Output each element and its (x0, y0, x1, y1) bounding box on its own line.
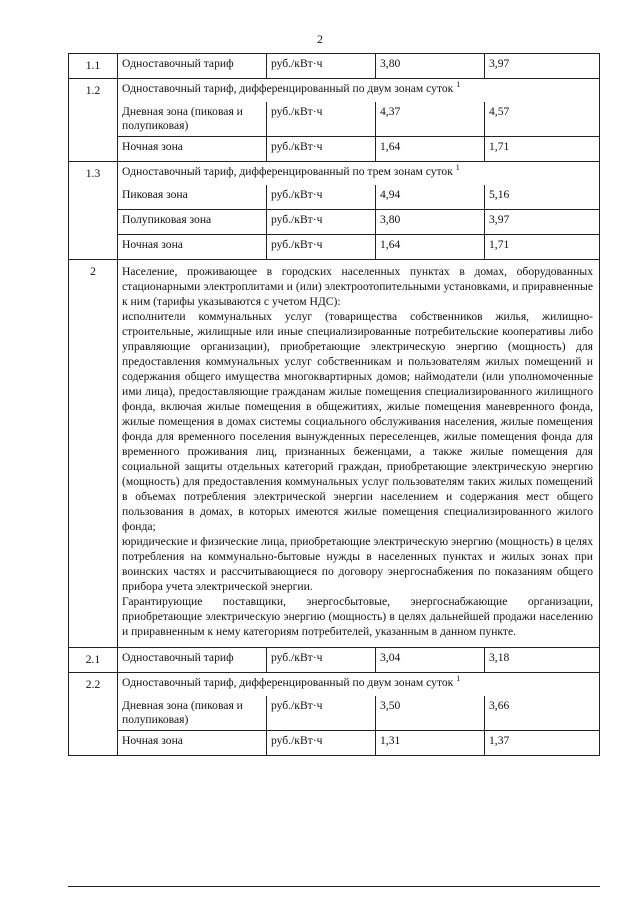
category-paragraph: исполнители коммунальных услуг (товарищества собственников жилья, жилищно-строительные, жилищные или иные специализированные потребительские кооперативы либо управляющие организации), приобретающие электрическую энергию (мощность) для предоставления коммунальных услуг собственникам и пользователям жилых помещений и содержания общего имущества многоквартирных домов; наймодатели (или уполномоченные ими лица), предоставляющие гражданам жилые помещения специализированного жилищного фонда, включая жилые помещения в общежитиях, жилые помещения маневренного фонда, жилые помещения в домах системы социального обслуживания населения, жилые помещения фонда для временного поселения вынужденных переселенцев, жилые помещения фонда для временного проживания лиц, признанных беженцами, а также жилые помещения для социальной защиты отдельных категорий граждан, приобретающие электрическую энергию (мощность) для предоставления коммунальных услуг пользователям таких жилых помещений в объемах потребления электрической энергии населением и содержания мест общего пользования в домах, в которых имеются жилые помещения специализированного жилого фонда; (122, 310, 593, 533)
zone-value-1: 4,37 (376, 102, 485, 137)
zone-unit: руб./кВт·ч (267, 235, 376, 260)
zone-value-2: 1,71 (485, 137, 600, 162)
zone-value-1: 1,64 (376, 235, 485, 260)
bottom-rule (68, 886, 600, 887)
zone-value-1: 3,50 (376, 696, 485, 731)
zone-value-1: 1,31 (376, 731, 485, 756)
zone-value-1: 1,64 (376, 137, 485, 162)
category-paragraph: Гарантирующие поставщики, энергосбытовые, энергоснабжающие организации, приобретающие электрическую энергию (мощность) в целях дальнейшей продажи населению и приравненным к нему категориям потребителей, указанным в данном пункте. (122, 595, 593, 638)
category-description (118, 260, 600, 648)
zone-name: Ночная зона (118, 137, 267, 162)
tariff-value-2: 3,18 (485, 648, 600, 672)
zone-unit: руб./кВт·ч (267, 185, 376, 210)
zone-unit: руб./кВт·ч (267, 731, 376, 756)
zone-unit: руб./кВт·ч (267, 137, 376, 162)
zone-unit: руб./кВт·ч (267, 696, 376, 731)
tariff-unit: руб./кВт·ч (267, 648, 376, 672)
zone-unit: руб./кВт·ч (267, 102, 376, 137)
zone-name: Ночная зона (118, 235, 267, 260)
zone-value-2: 5,16 (485, 185, 600, 210)
category-paragraph: юридические и физические лица, приобретающие электрическую энергию (мощность) в целях потребления на коммунально-бытовые нужды в населенных пунктах и жилых зонах при воинских частях и рассчитывающиеся по договору энергоснабжения по показаниям общего прибора учета электрической энергии. (122, 535, 593, 593)
zone-value-2: 4,57 (485, 102, 600, 137)
table-row (69, 673, 600, 756)
tariff-value-1: 3,80 (376, 54, 485, 78)
tariff-value-2: 3,97 (485, 54, 600, 78)
tariff-table (68, 53, 600, 756)
table-row (69, 54, 600, 79)
row-number: 1.2 (69, 79, 118, 162)
zone-name: Дневная зона (пиковая и полупиковая) (118, 102, 267, 137)
tariff-name: Одноставочный тариф (118, 648, 267, 672)
zone-value-1: 3,80 (376, 210, 485, 235)
zone-value-2: 1,71 (485, 235, 600, 260)
tariff-unit: руб./кВт·ч (267, 54, 376, 78)
tariff-name: Одноставочный тариф (118, 54, 267, 78)
page-number: 2 (317, 32, 323, 46)
tariff-value-1: 3,04 (376, 648, 485, 672)
table-row (69, 162, 600, 260)
footnote-mark: 1 (455, 163, 460, 173)
section-title: Одноставочный тариф, дифференцированный по двум зонам суток $^1$ (122, 674, 461, 689)
footnote-mark: 1 (456, 80, 461, 90)
zone-value-2: 3,97 (485, 210, 600, 235)
table-row (69, 648, 600, 673)
section-title: Одноставочный тариф, дифференцированный по двум зонам суток $^1$ (122, 80, 461, 95)
row-number: 2.1 (69, 648, 118, 673)
zone-value-1: 4,94 (376, 185, 485, 210)
table-row (69, 260, 600, 648)
row-number: 2.2 (69, 673, 118, 756)
footnote-mark: 1 (456, 674, 461, 684)
zone-unit: руб./кВт·ч (267, 210, 376, 235)
zone-name: Полупиковая зона (118, 210, 267, 235)
zone-value-2: 3,66 (485, 696, 600, 731)
zone-name: Ночная зона (118, 731, 267, 756)
row-number: 2 (69, 260, 118, 648)
zone-value-2: 1,37 (485, 731, 600, 756)
row-number: 1.3 (69, 162, 118, 260)
section-title: Одноставочный тариф, дифференцированный по трем зонам суток $^1$ (122, 163, 460, 178)
table-row (69, 79, 600, 162)
row-number: 1.1 (69, 54, 118, 79)
zone-name: Дневная зона (пиковая и полупиковая) (118, 696, 267, 731)
category-intro: Население, проживающее в городских населенных пунктах в домах, оборудованных стационарными электроплитами и (или) электроотопительными установками, и приравненные к ним (тарифы указываются с учетом НДС): (122, 265, 593, 308)
zone-name: Пиковая зона (118, 185, 267, 210)
